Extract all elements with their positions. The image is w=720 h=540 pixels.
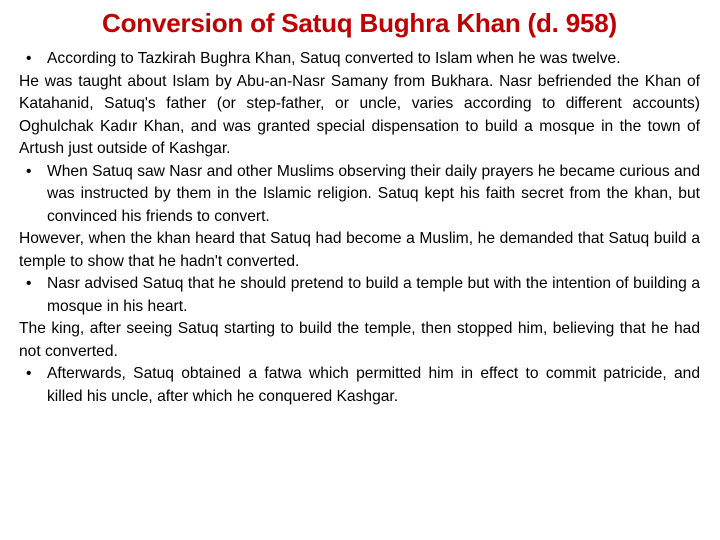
page-title: Conversion of Satuq Bughra Khan (d. 958) bbox=[102, 8, 617, 38]
bullet-item bbox=[19, 161, 700, 229]
bullet-icon: • bbox=[26, 365, 32, 382]
paragraph: The king, after seeing Satuq starting to build the temple, then stopped him, believing that he had not converted. bbox=[19, 320, 700, 360]
bullet-icon: • bbox=[26, 162, 32, 180]
bullet-item bbox=[19, 273, 700, 318]
bullet-item bbox=[19, 363, 700, 408]
bullet-text: According to Tazkirah Bughra Khan, Satuq converted to Islam when he was twelve. bbox=[47, 50, 621, 67]
bullet-text: When Satuq saw Nasr and other Muslims observing their daily prayers he became curious and was instructed by them in the Islamic religion. Satuq kept his faith secret from the khan, but convinced his friends to convert. bbox=[47, 162, 700, 225]
bullet-text: Nasr advised Satuq that he should pretend to build a temple but with the intention of building a mosque in his heart. bbox=[47, 275, 700, 315]
bullet-icon: • bbox=[26, 275, 32, 292]
paragraph: However, when the khan heard that Satuq had become a Muslim, he demanded that Satuq build a temple to show that he hadn't converted. bbox=[19, 230, 700, 270]
slide-body bbox=[19, 48, 700, 408]
bullet-text: Afterwards, Satuq obtained a fatwa which permitted him in effect to commit patricide, and killed his uncle, after which he conquered Kashgar. bbox=[47, 365, 700, 405]
bullet-item bbox=[19, 48, 700, 71]
paragraph: He was taught about Islam by Abu-an-Nasr Samany from Bukhara. Nasr befriended the Khan of Katahanid, Satuq's father (or step-father, or uncle, varies according to different accounts) Oghulchak Kadır Khan, and was granted special dispensation to build a mosque in the town of Artush just outside of Kashgar. bbox=[19, 72, 700, 157]
bullet-icon: • bbox=[26, 50, 32, 67]
